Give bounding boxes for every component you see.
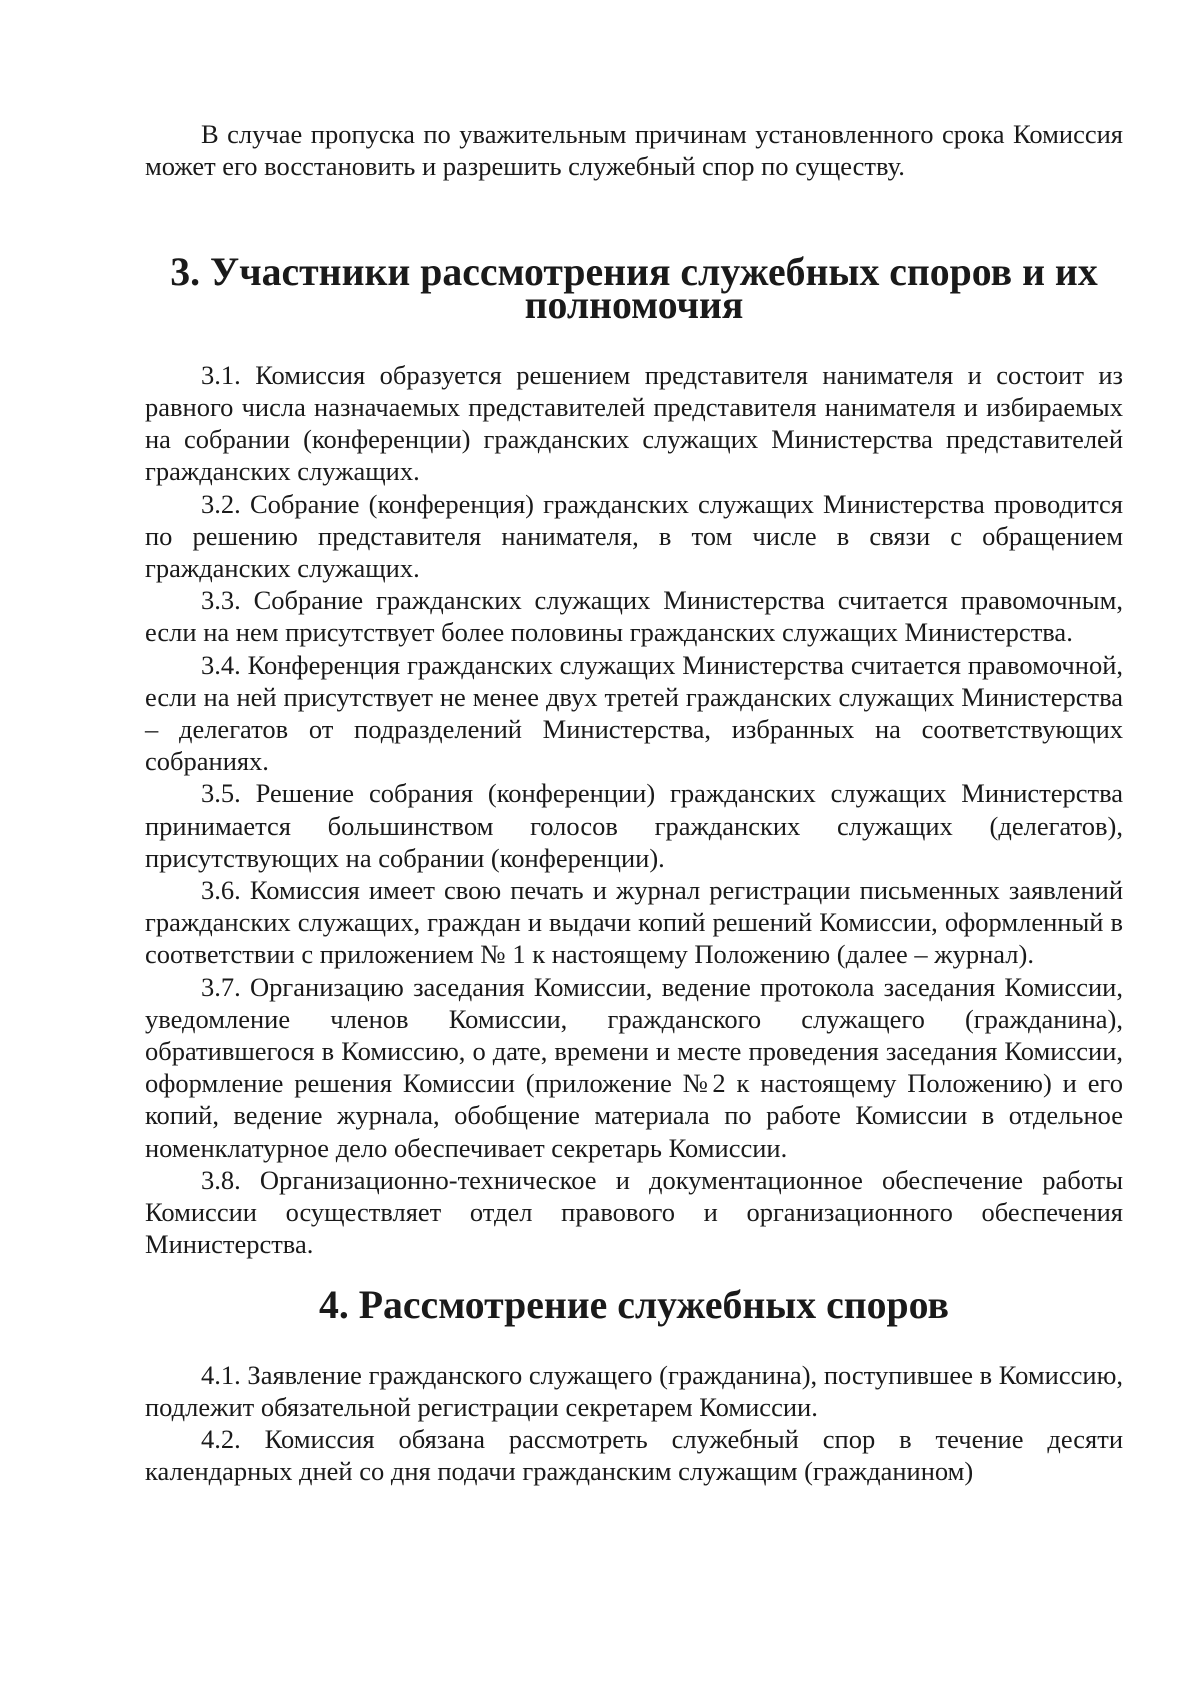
paragraph-3-7: 3.7. Организацию заседания Комиссии, ведение протокола заседания Комиссии, уведомление членов Комиссии, гражданского служащего (гражданина), обратившегося в Комиссию, о дате, времени и месте проведения заседания Комиссии, оформление решения Комиссии (приложение №2 к настоящему Положению) и его копий, ведение журнала, обобщение материала по работе Комиссии в отдельное номенклатурное дело обеспечивает секретарь Комиссии. bbox=[145, 971, 1123, 1163]
paragraph-4-1: 4.1. Заявление гражданского служащего (гражданина), поступившее в Комиссию, подлежит обязательной регистрации секретарем Комиссии. bbox=[145, 1359, 1123, 1422]
paragraph-3-2: 3.2. Собрание (конференция) гражданских служащих Министерства проводится по решению представителя нанимателя, в том числе в связи с обращением гражданских служащих. bbox=[145, 488, 1123, 584]
paragraph-3-6: 3.6. Комиссия имеет свою печать и журнал регистрации письменных заявлений гражданских служащих, граждан и выдачи копий решений Комиссии, оформленный в соответствии с приложением № 1 к настоящему Положению (далее – журнал). bbox=[145, 875, 1123, 970]
document-page bbox=[145, 118, 1123, 1488]
paragraph-3-8: 3.8. Организационно-техническое и документационное обеспечение работы Комиссии осуществляет отдел правового и организационного обеспечения Министерства. bbox=[145, 1164, 1123, 1260]
intro-paragraph: В случае пропуска по уважительным причинам установленного срока Комиссия может его восстановить и разрешить служебный спор по существу. bbox=[145, 119, 1123, 182]
paragraph-4-2: 4.2. Комиссия обязана рассмотреть служебный спор в течение десяти календарных дней со дня подачи гражданским служащим (гражданином) bbox=[145, 1424, 1123, 1487]
section-4-heading: 4. Рассмотрение служебных споров bbox=[319, 1282, 949, 1327]
section-3-heading: 3. Участники рассмотрения служебных споров и их полномочия bbox=[170, 250, 1098, 327]
paragraph-3-1: 3.1. Комиссия образуется решением представителя нанимателя и состоит из равного числа назначаемых представителей представителя нанимателя и избираемых на собрании (конференции) гражданских служащих Министерства представителей гражданских служащих. bbox=[145, 359, 1123, 487]
paragraph-3-3: 3.3. Собрание гражданских служащих Министерства считается правомочным, если на нем присутствует более половины гражданских служащих Министерства. bbox=[145, 585, 1123, 648]
paragraph-3-5: 3.5. Решение собрания (конференции) гражданских служащих Министерства принимается большинством голосов гражданских служащих (делегатов), присутствующих на собрании (конференции). bbox=[145, 778, 1123, 873]
paragraph-3-4: 3.4. Конференция гражданских служащих Министерства считается правомочной, если на ней присутствует не менее двух третей гражданских служащих Министерства – делегатов от подразделений Министерства, избранных на соответствующих собраниях. bbox=[145, 649, 1123, 777]
